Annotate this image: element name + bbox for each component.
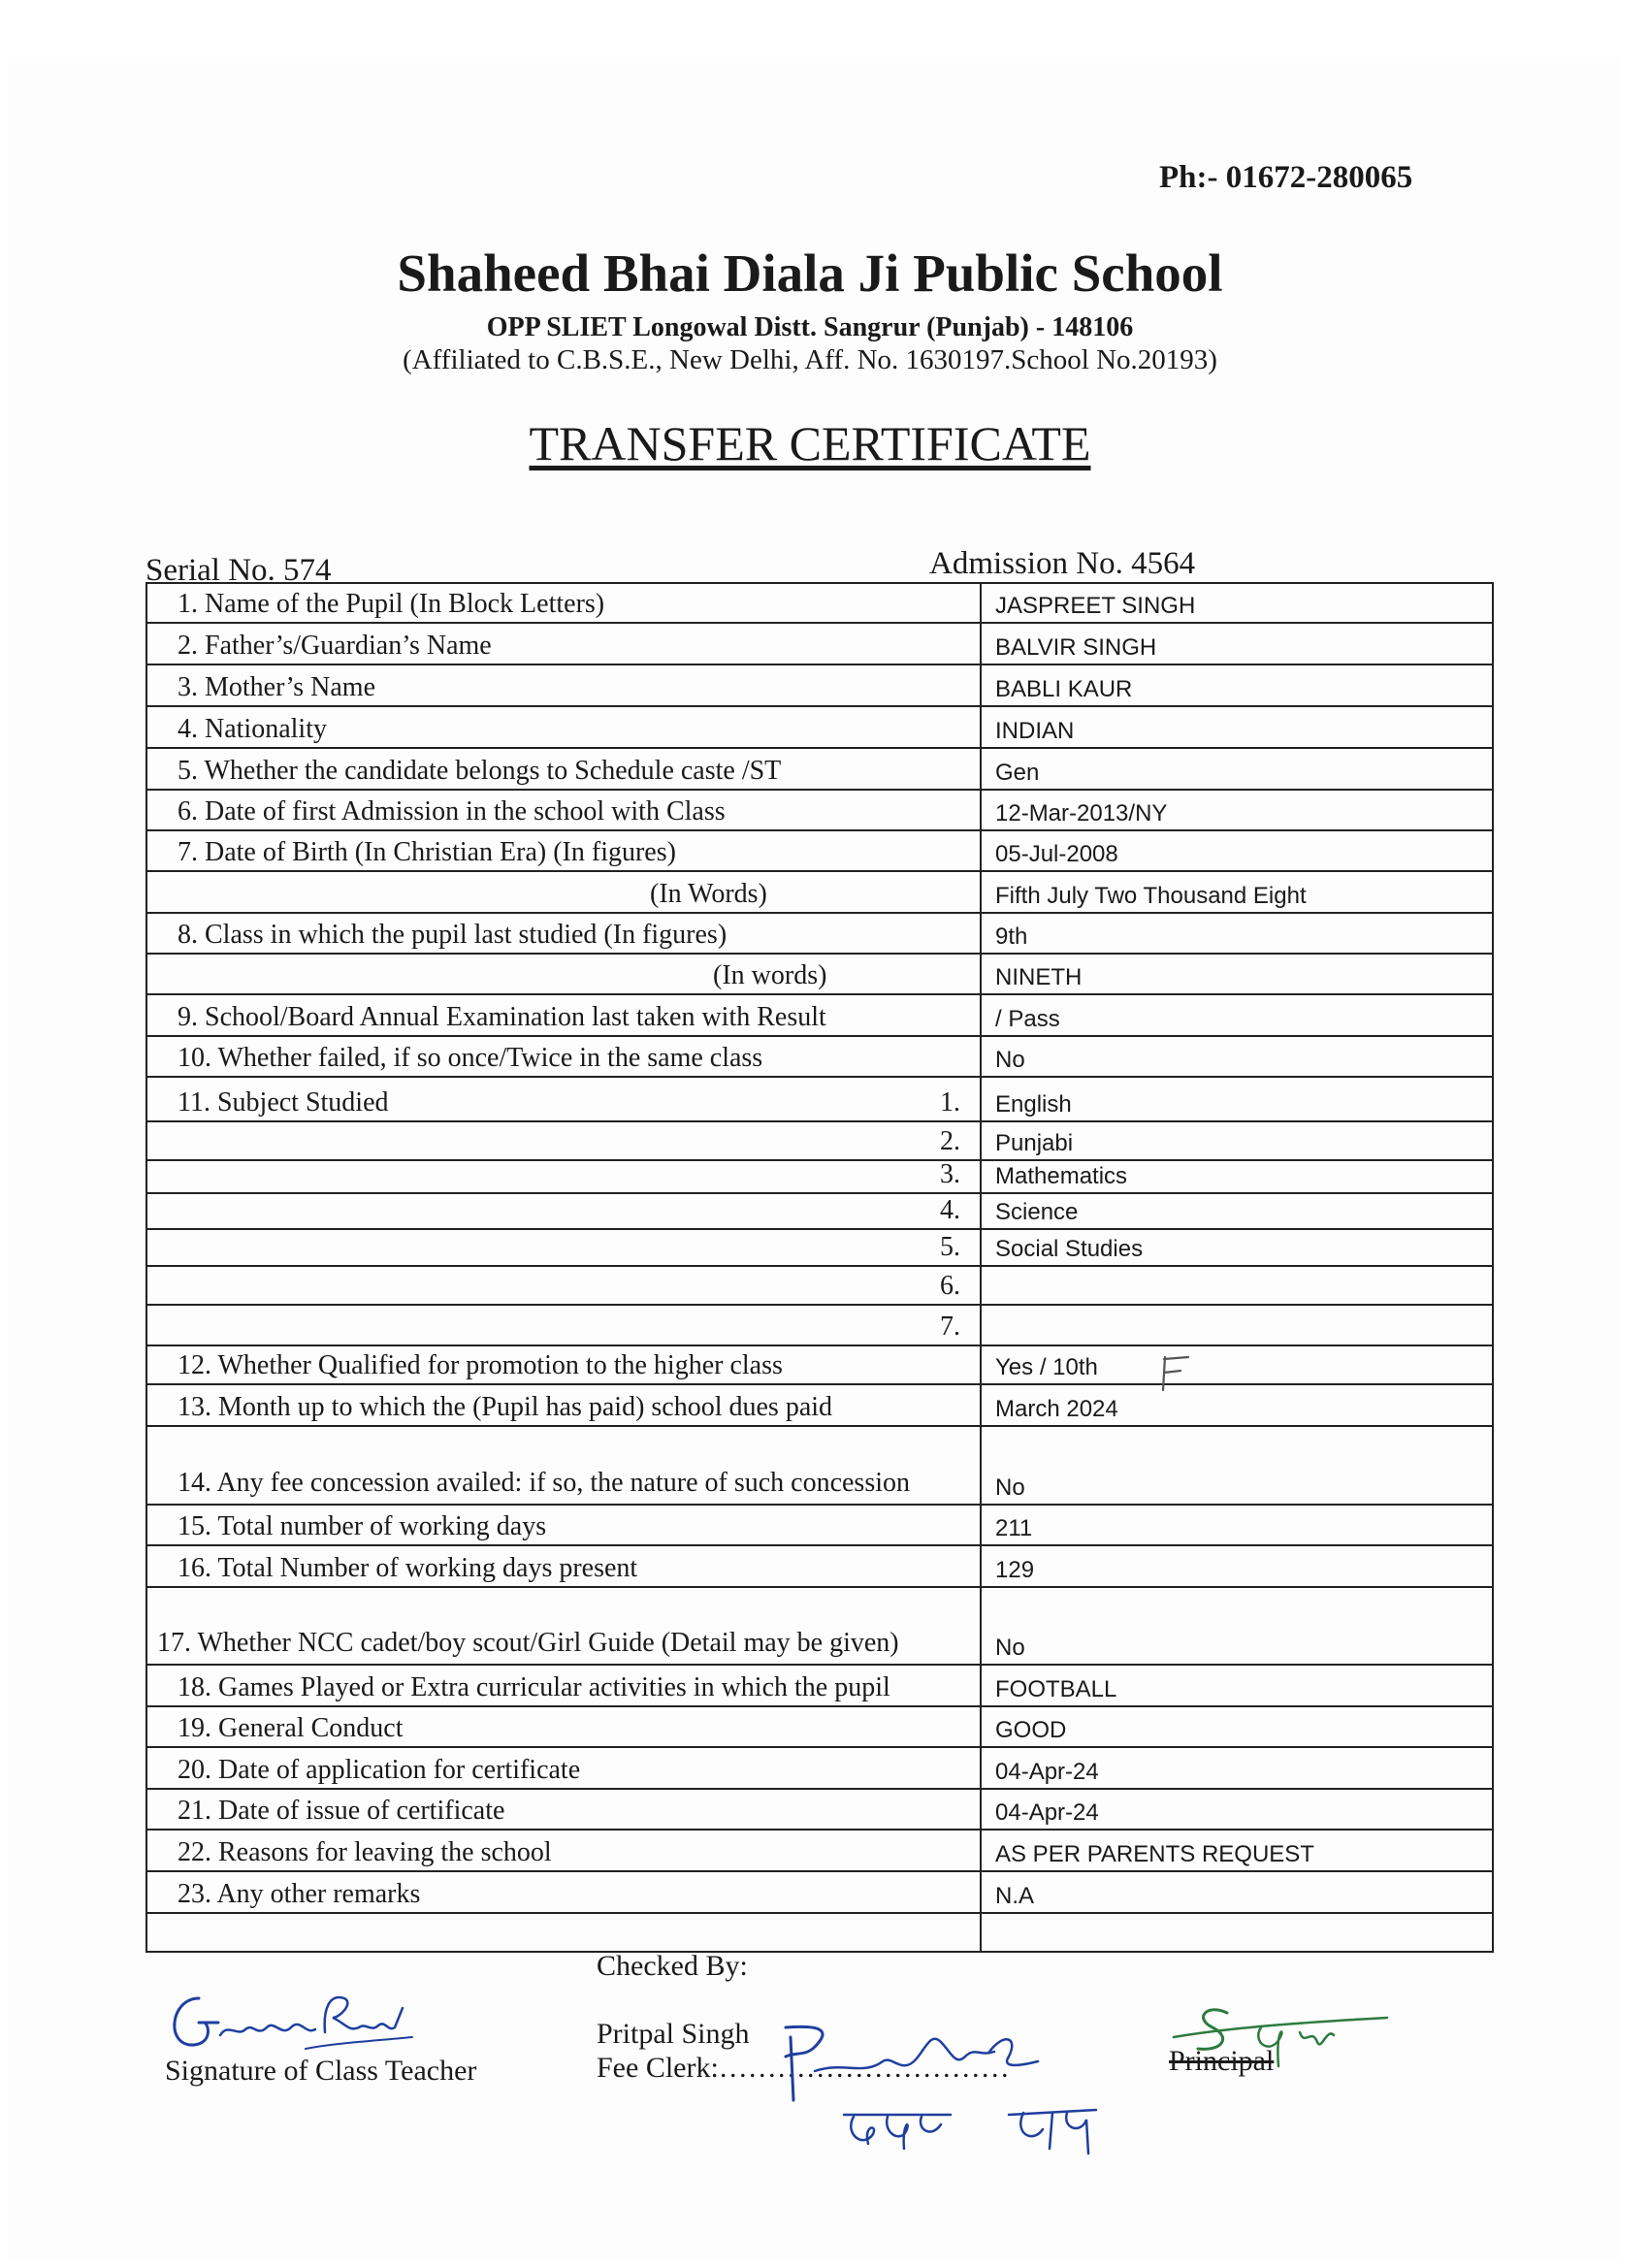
row-label: 10. Whether failed, if so once/Twice in the same class [178, 1043, 763, 1073]
serial-number: Serial No. 574 [146, 553, 332, 588]
fee-clerk-label: Fee Clerk:………………………… [597, 2052, 1010, 2084]
school-name: Shaheed Bhai Diala Ji Public School [397, 243, 1223, 303]
row-label: 18. Games Played or Extra curricular activities in which the pupil [178, 1672, 890, 1702]
checked-by-label: Checked By: [597, 1950, 748, 1982]
subject-number: 6. [940, 1271, 960, 1301]
row-value: FOOTBALL [995, 1676, 1117, 1702]
table-row [146, 1831, 1494, 1872]
row-label: 23. Any other remarks [178, 1879, 421, 1909]
row-value: NINETH [995, 964, 1083, 990]
row-value: Fifth July Two Thousand Eight [995, 883, 1307, 909]
row-label: 17. Whether NCC cadet/boy scout/Girl Guide (Detail may be given) [157, 1628, 899, 1658]
table-row [146, 1666, 1494, 1707]
subject-name: Science [995, 1199, 1079, 1225]
table-row-subject [146, 1161, 1494, 1194]
row-label: 3. Mother’s Name [178, 672, 375, 702]
table-row [146, 1872, 1494, 1914]
class-teacher-label: Signature of Class Teacher [165, 2055, 477, 2087]
row-label: 2. Father’s/Guardian’s Name [178, 631, 492, 661]
subject-number: 1. [940, 1087, 960, 1118]
table-row [146, 1588, 1494, 1666]
table-row [146, 791, 1494, 831]
document-title: TRANSFER CERTIFICATE [529, 416, 1091, 470]
table-row [146, 1427, 1494, 1506]
row-value: INDIAN [995, 718, 1075, 744]
subject-name: Mathematics [995, 1163, 1128, 1189]
table-row [146, 1748, 1494, 1790]
table-row [146, 582, 1494, 624]
table-row-subjects [146, 1078, 1494, 1122]
row-value: JASPREET SINGH [995, 593, 1196, 619]
subject-number: 3. [940, 1159, 960, 1189]
class-teacher-signature [160, 1979, 422, 2057]
table-row [146, 955, 1494, 995]
admission-number: Admission No. 4564 [929, 546, 1196, 581]
table-row [146, 1385, 1494, 1427]
table-row [146, 1546, 1494, 1588]
table-row [146, 1506, 1494, 1546]
row-value: No [995, 1047, 1025, 1073]
row-label: 22. Reasons for leaving the school [178, 1837, 552, 1867]
row-value: March 2024 [995, 1396, 1118, 1422]
row-value: 12-Mar-2013/NY [995, 800, 1168, 826]
row-label: 14. Any fee concession availed: if so, the nature of such concession [178, 1468, 911, 1498]
row-value: N.A [995, 1883, 1035, 1909]
row-label: 19. General Conduct [178, 1713, 404, 1743]
table-row [146, 1037, 1494, 1078]
table-row-subject [146, 1194, 1494, 1230]
table-row [146, 707, 1494, 749]
table-row-subject [146, 1267, 1494, 1306]
row-label: (In words) [713, 960, 827, 990]
phone-number: Ph:- 01672-280065 [1159, 160, 1413, 195]
row-label: 8. Class in which the pupil last studied (In figures) [178, 920, 728, 950]
row-label: 20. Date of application for certificate [178, 1755, 581, 1785]
table-row [146, 1346, 1494, 1385]
subject-number: 4. [940, 1195, 960, 1225]
subject-number: 2. [940, 1126, 960, 1156]
row-value: Gen [995, 760, 1040, 786]
fee-clerk-signature [757, 2008, 1048, 2105]
row-value: GOOD [995, 1717, 1067, 1743]
table-row [146, 749, 1494, 791]
row-value: AS PER PARENTS REQUEST [995, 1841, 1314, 1867]
table-row [146, 831, 1494, 872]
subject-number: 7. [940, 1312, 960, 1342]
row-label: 7. Date of Birth (In Christian Era) (In figures) [178, 837, 676, 867]
row-value: No [995, 1474, 1025, 1501]
subject-name: Social Studies [995, 1236, 1144, 1262]
handwritten-f-mark [1159, 1353, 1192, 1394]
table-row-subject [146, 1122, 1494, 1161]
row-value: Yes / 10th [995, 1354, 1098, 1380]
school-address: OPP SLIET Longowal Distt. Sangrur (Punjab) - 148106 [486, 312, 1134, 342]
handwritten-punjabi-note [834, 2095, 1125, 2173]
row-label: 5. Whether the candidate belongs to Schedule caste /ST [178, 756, 782, 786]
row-label: 16. Total Number of working days present [178, 1553, 638, 1583]
row-value: 04-Apr-24 [995, 1759, 1099, 1785]
row-value: BABLI KAUR [995, 676, 1133, 702]
row-value: 9th [995, 923, 1028, 950]
school-affiliation: (Affiliated to C.B.S.E., New Delhi, Aff. No. 1630197.School No.20193) [403, 344, 1217, 375]
subject-number: 5. [940, 1232, 960, 1262]
table-row [146, 872, 1494, 914]
table-row [146, 1790, 1494, 1831]
subject-name: Punjabi [995, 1130, 1074, 1156]
row-value: 05-Jul-2008 [995, 841, 1118, 867]
table-row-subject [146, 1306, 1494, 1346]
fee-clerk-name: Pritpal Singh [597, 2018, 750, 2050]
row-value: No [995, 1635, 1025, 1661]
row-label: 6. Date of first Admission in the school with Class [178, 796, 726, 826]
row-label: 15. Total number of working days [178, 1511, 547, 1541]
row-value: 129 [995, 1557, 1035, 1583]
row-label: 1. Name of the Pupil (In Block Letters) [178, 589, 605, 619]
subject-name: English [995, 1091, 1072, 1118]
table-row [146, 995, 1494, 1037]
table-row [146, 1707, 1494, 1748]
principal-label: Principal [1169, 2045, 1275, 2077]
row-label: (In Words) [650, 879, 767, 909]
row-label: 13. Month up to which the (Pupil has paid) school dues paid [178, 1392, 833, 1422]
table-row [146, 914, 1494, 955]
row-label: 21. Date of issue of certificate [178, 1796, 505, 1826]
row-value: BALVIR SINGH [995, 634, 1157, 661]
row-label: 12. Whether Qualified for promotion to the higher class [178, 1350, 783, 1380]
row-value: 211 [995, 1515, 1033, 1541]
table-row [146, 665, 1494, 707]
row-label: 11. Subject Studied [178, 1087, 389, 1118]
row-label: 4. Nationality [178, 714, 327, 744]
table-row [146, 624, 1494, 665]
row-value: / Pass [995, 1006, 1060, 1032]
row-label: 9. School/Board Annual Examination last taken with Result [178, 1002, 826, 1032]
row-value: 04-Apr-24 [995, 1799, 1099, 1826]
table-row-subject [146, 1230, 1494, 1267]
